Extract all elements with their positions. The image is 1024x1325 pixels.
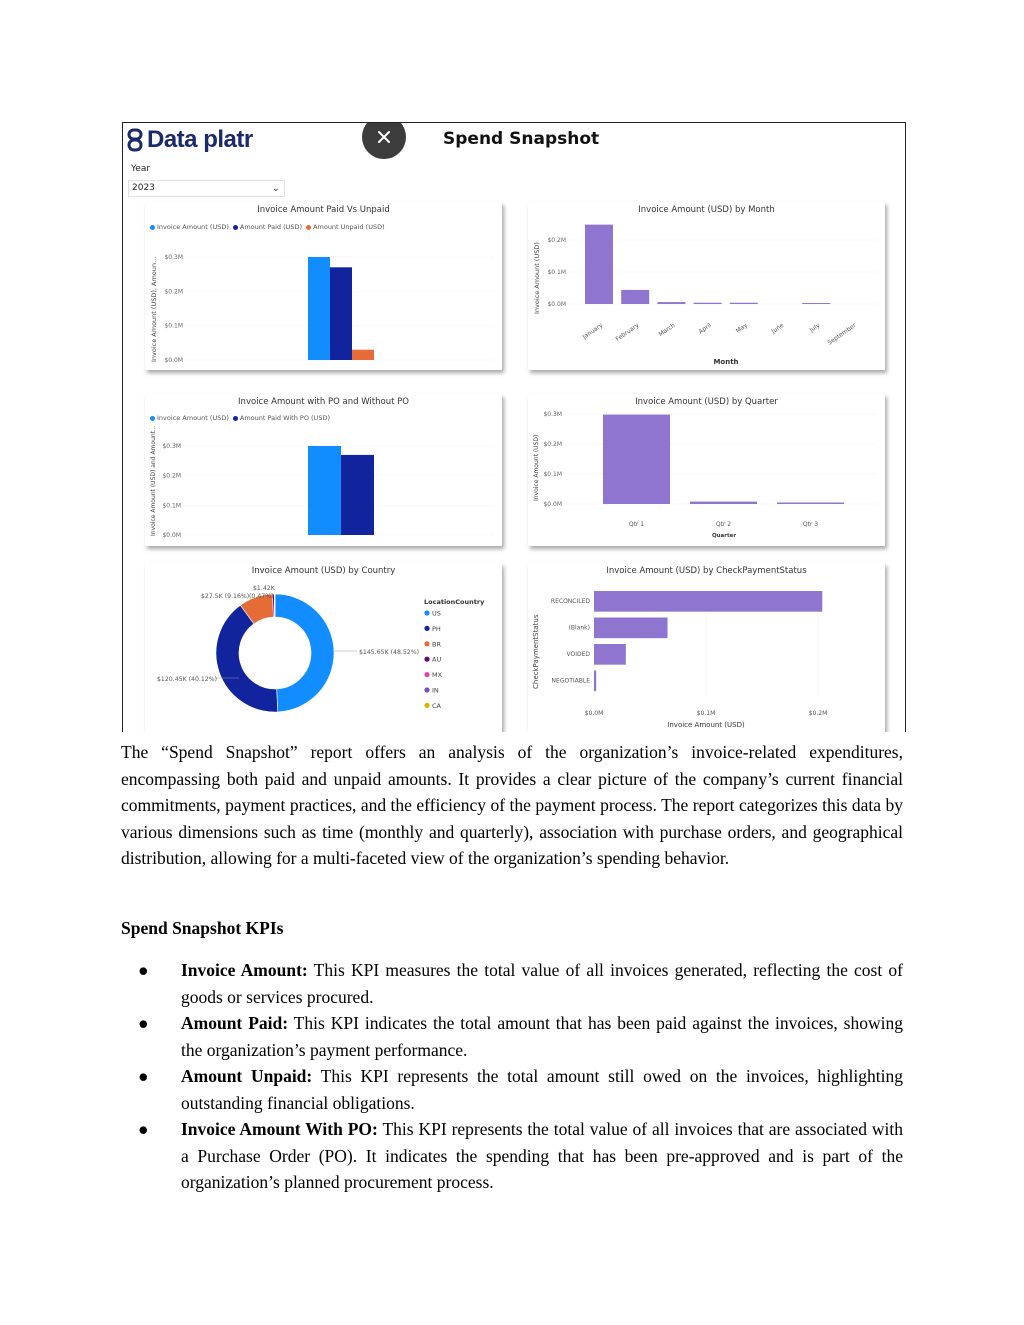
x-axis-label: Quarter — [711, 533, 737, 539]
chart-title: Invoice Amount (USD) by Month — [638, 205, 775, 215]
chart-title: Invoice Amount with PO and Without PO — [238, 397, 409, 407]
legend-label: PH — [432, 624, 441, 633]
data-label: (0.47%) — [249, 593, 274, 600]
bar — [594, 671, 596, 692]
chart-title: Invoice Amount (USD) by Country — [251, 566, 396, 576]
kpi-term: Amount Unpaid: — [181, 1066, 313, 1086]
y-axis-label: Invoice Amount (USD) — [533, 242, 541, 314]
x-tick-label: March — [657, 321, 677, 339]
y-tick-label: $0.1M — [162, 502, 181, 510]
list-item — [121, 1010, 903, 1063]
legend-label: AU — [432, 655, 442, 664]
kpi-description: This KPI represents the total value of all invoices that are associated with a Purchase Order (PO). It indicates the spending that has been pre-approved and is part of the organization’s planned procurement process. — [181, 1119, 903, 1192]
legend-swatch — [424, 626, 429, 631]
legend-swatch — [424, 641, 429, 646]
y-tick-label: $0.2M — [162, 472, 181, 480]
bar — [603, 415, 670, 504]
y-tick-label: $0.0M — [547, 301, 566, 308]
bar — [308, 446, 341, 535]
y-tick-label: RECONCILED — [550, 597, 590, 605]
pie-slice — [216, 605, 278, 712]
close-button[interactable] — [362, 122, 406, 159]
chart-plot — [145, 394, 502, 546]
bullet-icon: ● — [138, 1013, 149, 1033]
legend-label: CA — [432, 701, 441, 710]
y-tick-label: $0.2M — [543, 441, 562, 448]
chart-by-payment-status — [528, 563, 885, 732]
x-tick-label: Qtr 1 — [628, 521, 645, 528]
y-tick-label: $0.2M — [164, 288, 183, 296]
y-tick-label: $0.3M — [162, 443, 181, 450]
y-tick-label: $0.1M — [547, 269, 566, 276]
legend-label: BR — [432, 640, 441, 649]
bar — [730, 303, 758, 304]
y-tick-label: $0.1M — [543, 471, 562, 478]
x-tick-label: January — [581, 321, 605, 341]
legend-label: Invoice Amount (USD) — [157, 223, 229, 231]
chart-plot — [528, 563, 885, 732]
kpi-heading: Spend Snapshot KPIs — [121, 918, 284, 938]
y-tick-label: (Blank) — [568, 624, 590, 632]
bar — [621, 290, 649, 304]
kpi-term: Invoice Amount With PO: — [181, 1119, 378, 1139]
kpi-term: Amount Paid: — [181, 1013, 289, 1033]
bar — [594, 591, 822, 612]
bar — [330, 267, 352, 360]
chart-by-month — [528, 202, 885, 370]
bar — [777, 503, 844, 505]
x-axis-label: Month — [713, 358, 739, 366]
chart-plot — [528, 202, 885, 370]
chart-plot — [145, 202, 502, 370]
x-tick-label: $0.0M — [584, 710, 604, 717]
bullet-icon: ● — [138, 960, 149, 980]
y-tick-label: $0.0M — [162, 532, 181, 539]
kpi-list — [121, 957, 903, 1196]
y-tick-label: $0.1M — [164, 322, 183, 330]
bar — [585, 225, 613, 304]
kpi-description: This KPI indicates the total amount that has been paid against the invoices, showing the organization’s payment performance. — [181, 1013, 903, 1060]
data-label: $145.65K (48.52%) — [359, 649, 420, 656]
chart-with-po — [145, 394, 502, 546]
chart-plot — [528, 394, 885, 546]
y-tick-label: $0.3M — [543, 411, 562, 418]
year-filter-select[interactable] — [128, 180, 285, 197]
y-tick-label: NEGOTIABLE — [551, 677, 590, 685]
y-axis-label: CheckPaymentStatus — [532, 614, 540, 689]
chart-paid-vs-unpaid — [145, 202, 502, 370]
chart-title: Invoice Amount Paid Vs Unpaid — [257, 205, 390, 215]
year-filter-label: Year — [131, 164, 151, 174]
bar — [594, 618, 668, 639]
x-axis-label: Invoice Amount (USD) — [667, 721, 745, 729]
bar — [352, 350, 374, 360]
x-tick-label: May — [734, 321, 749, 335]
x-tick-label: June — [770, 321, 786, 336]
kpi-description: This KPI represents the total amount still owed on the invoices, highlighting outstanding financial obligations. — [181, 1066, 903, 1113]
bullet-icon: ● — [138, 1119, 149, 1139]
legend-label: Invoice Amount (USD) — [157, 414, 229, 422]
data-label: $1.42K — [253, 585, 275, 592]
x-tick-label: $0.2M — [808, 710, 828, 717]
y-tick-label: VOIDED — [566, 650, 590, 658]
y-tick-label: $0.3M — [164, 254, 183, 261]
chart-by-country — [145, 563, 502, 732]
legend-swatch — [424, 610, 429, 615]
pie-slice — [275, 594, 334, 712]
bar — [694, 303, 722, 304]
x-tick-label: July — [808, 321, 822, 334]
bar — [308, 257, 330, 360]
legend-label: Amount Paid With PO (USD) — [239, 414, 330, 422]
x-tick-label: Qtr 2 — [715, 521, 732, 528]
list-item — [121, 957, 903, 1010]
x-tick-label: September — [826, 321, 858, 347]
legend-label: Amount Unpaid (USD) — [313, 223, 385, 231]
bullet-icon: ● — [138, 1066, 149, 1086]
chart-title: Invoice Amount (USD) by CheckPaymentStatus — [606, 566, 807, 576]
legend-label: US — [432, 609, 441, 618]
y-axis-label: Invoice Amount (USD) — [533, 434, 540, 501]
kpi-description: This KPI measures the total value of all invoices generated, reflecting the cost of goods or services procured. — [181, 960, 903, 1007]
x-tick-label: April — [697, 321, 713, 336]
year-filter-value: 2023 — [132, 183, 155, 193]
bar — [802, 303, 830, 304]
brand-logo — [127, 125, 253, 155]
brand-name: Data platr — [147, 126, 253, 153]
legend-label: MX — [432, 671, 443, 680]
y-tick-label: $0.0M — [543, 501, 562, 508]
x-tick-label: February — [614, 321, 641, 343]
bar — [594, 644, 626, 665]
x-tick-label: $0.1M — [696, 710, 716, 717]
intro-paragraph: The “Spend Snapshot” report offers an analysis of the organization’s invoice-related expenditures, encompassing both paid and unpaid amounts. It provides a clear picture of the company’s current financial commitments, payment practices, and the efficiency of the payment process. The report categorizes this data by various dimensions such as time (monthly and quarterly), association with purchase orders, and geographical distribution, allowing for a multi-faceted view of the organization’s spending behavior. — [121, 742, 903, 868]
chart-by-quarter — [528, 394, 885, 546]
y-tick-label: $0.2M — [547, 237, 566, 244]
legend-swatch — [424, 657, 429, 662]
legend-swatch — [424, 672, 429, 677]
list-item — [121, 1116, 903, 1196]
data-label: $27.5K (9.16%) — [201, 593, 250, 600]
legend-title: LocationCountry — [424, 598, 485, 606]
legend-label: Amount Paid (USD) — [239, 223, 303, 231]
legend-label: IN — [432, 686, 439, 695]
chart-plot — [145, 563, 502, 732]
bar — [690, 502, 757, 504]
list-item — [121, 1063, 903, 1116]
x-tick-label: Qtr 3 — [802, 521, 819, 528]
bar — [657, 302, 685, 304]
y-axis-label: Invoice Amount (USD), Amoun... — [150, 256, 158, 362]
kpi-term: Invoice Amount: — [181, 960, 308, 980]
y-axis-label: Invoice Amount (USD) and Amount... — [150, 425, 157, 536]
chart-title: Invoice Amount (USD) by Quarter — [635, 397, 778, 407]
legend-swatch — [424, 687, 429, 692]
bar — [341, 455, 374, 535]
dashboard-screenshot — [122, 122, 906, 732]
dashboard-title: Spend Snapshot — [443, 129, 600, 149]
y-tick-label: $0.0M — [164, 357, 183, 364]
chevron-down-icon: ⌄ — [271, 183, 280, 194]
close-icon — [376, 129, 392, 145]
legend-swatch — [424, 703, 429, 708]
data-label: $120.45K (40.12%) — [157, 676, 218, 683]
data-platr-logo-icon — [127, 128, 143, 152]
